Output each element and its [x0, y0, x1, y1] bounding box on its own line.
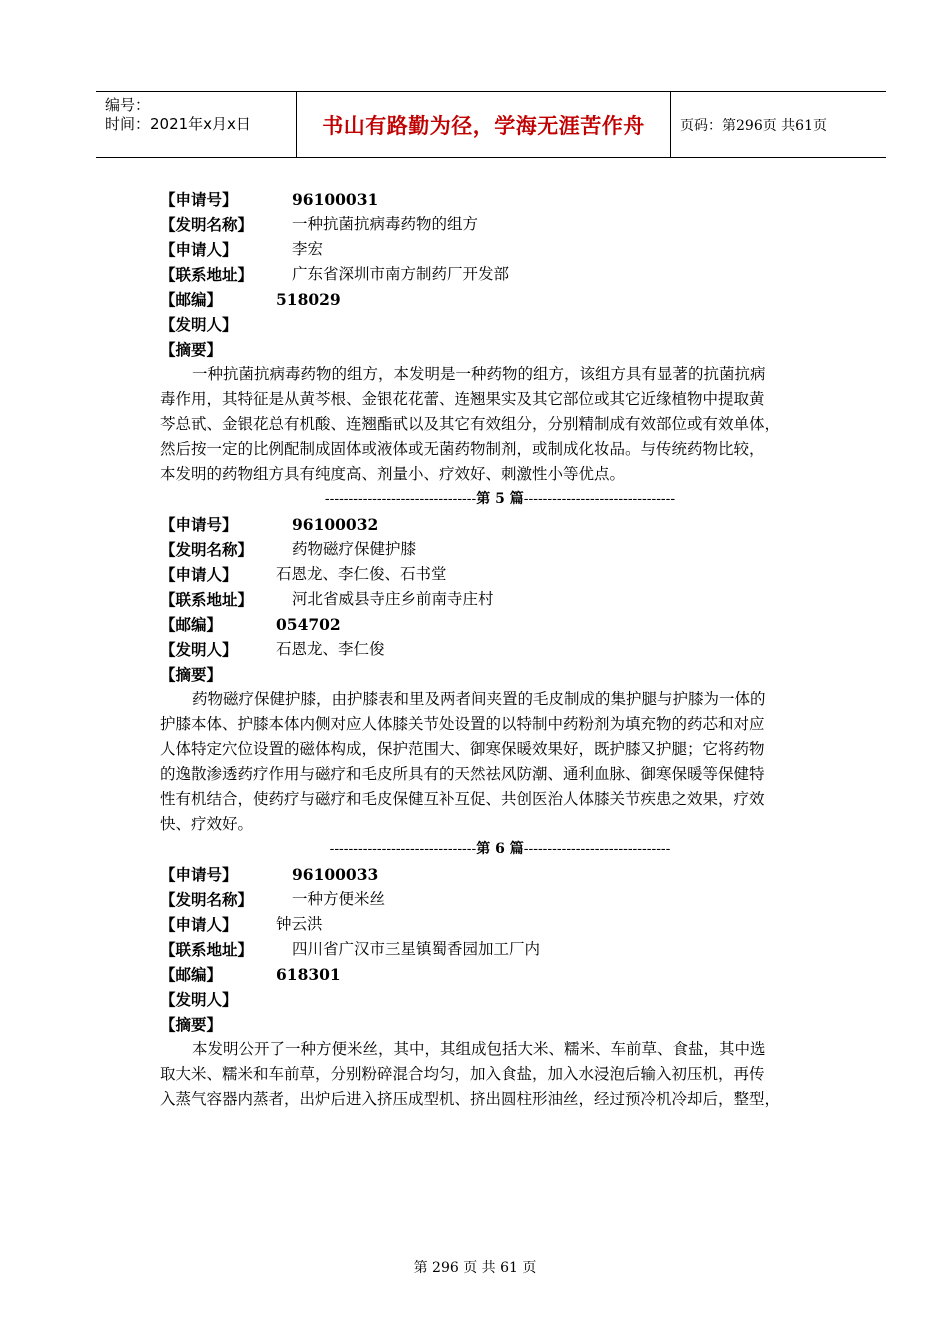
title-row: [160, 537, 840, 562]
address-label: 【联系地址】: [160, 590, 254, 609]
postcode-label: 【邮编】: [160, 965, 223, 984]
abstract-line: 取大米、糯米和车前草，分别粉碎混合均匀，加入食盐，加入水浸泡后输入初压机，再传: [160, 1065, 765, 1083]
section-separator: [160, 487, 840, 512]
applicant-value: 钟云洪: [276, 915, 323, 933]
abstract-line: 本发明公开了一种方便米丝，其中，其组成包括大米、糯米、车前草、食盐，其中选: [192, 1040, 766, 1058]
patent-record: [160, 187, 840, 487]
postcode-value: 618301: [276, 965, 341, 984]
inventor-row: [160, 637, 840, 662]
address-value: 河北省威县寺庄乡前南寺庄村: [292, 590, 494, 608]
inventor-row: [160, 312, 840, 337]
app-no-value: 96100031: [292, 190, 379, 209]
section-separator: [160, 837, 840, 862]
page-header: [96, 91, 886, 158]
postcode-row: [160, 962, 840, 987]
postcode-value: 518029: [276, 290, 341, 309]
abstract-line: 芩总甙、金银花总有机酸、连翘酯甙以及其它有效组分，分别精制成有效部位或有效单体，: [160, 415, 781, 433]
postcode-value: 054702: [276, 615, 341, 634]
app-no-row: [160, 512, 840, 537]
applicant-row: [160, 562, 840, 587]
abstract-label: 【摘要】: [160, 340, 223, 359]
postcode-row: [160, 287, 840, 312]
title-label: 【发明名称】: [160, 540, 254, 559]
abstract-label: 【摘要】: [160, 1015, 223, 1034]
address-row: [160, 262, 840, 287]
app-no-value: 96100032: [292, 515, 379, 534]
abstract-line: 本发明的药物组方具有纯度高、剂量小、疗效好、刺激性小等优点。: [160, 465, 626, 483]
abstract-line: 然后按一定的比例配制成固体或液体或无菌药物制剂，或制成化妆品。与传统药物比较，: [160, 440, 765, 458]
abstract-line: 药物磁疗保健护膝，由护膝表和里及两者间夹置的毛皮制成的集护腿与护膝为一体的: [192, 690, 766, 708]
app-no-row: [160, 187, 840, 212]
abstract-row: [160, 337, 840, 362]
separator-title: 第 6 篇: [476, 841, 524, 857]
abstract-line: 一种抗菌抗病毒药物的组方，本发明是一种药物的组方，该组方具有显著的抗菌抗病: [192, 365, 766, 383]
address-value: 四川省广汉市三星镇蜀香园加工厂内: [292, 940, 541, 958]
abstract-line: 毒作用，其特征是从黄芩根、金银花花蕾、连翘果实及其它部位或其它近缘植物中提取黄: [160, 390, 765, 408]
inventor-label: 【发明人】: [160, 315, 238, 334]
abstract-line: 的逸散渗透药疗作用与磁疗和毛皮所具有的天然祛风防潮、通利血脉、御寒保暖等保健特: [160, 765, 765, 783]
separator-dashes: -------------------------------: [523, 841, 671, 857]
header-meta: [96, 92, 297, 157]
postcode-label: 【邮编】: [160, 290, 223, 309]
applicant-value: 李宏: [292, 240, 324, 258]
abstract-line: 护膝本体、护膝本体内侧对应人体膝关节处设置的以特制中药粉剂为填充物的药芯和对应: [160, 715, 765, 733]
abstract-label: 【摘要】: [160, 665, 223, 684]
address-row: [160, 937, 840, 962]
separator-dashes: -------------------------------: [329, 841, 477, 857]
title-label: 【发明名称】: [160, 890, 254, 909]
inventor-value: 石恩龙、李仁俊: [276, 640, 385, 658]
app-no-label: 【申请号】: [160, 515, 238, 534]
abstract-text: [160, 687, 840, 837]
separator-dashes: --------------------------------: [523, 491, 676, 507]
title-row: [160, 887, 840, 912]
title-value: 药物磁疗保健护膝: [292, 540, 417, 558]
applicant-row: [160, 912, 840, 937]
address-row: [160, 587, 840, 612]
footer-page-number: 第 296 页 共 61 页: [413, 1260, 537, 1276]
title-row: [160, 212, 840, 237]
separator-title: 第 5 篇: [476, 491, 524, 507]
abstract-row: [160, 1012, 840, 1037]
separator-dashes: --------------------------------: [324, 491, 477, 507]
app-no-row: [160, 862, 840, 887]
abstract-text: [160, 1037, 840, 1112]
header-motto-cell: [297, 92, 671, 157]
applicant-row: [160, 237, 840, 262]
page-info: 页码：第296页 共61页: [680, 117, 827, 134]
app-no-label: 【申请号】: [160, 190, 238, 209]
address-label: 【联系地址】: [160, 940, 254, 959]
abstract-line: 性有机结合，使药疗与磁疗和毛皮保健互补互促、共创医治人体膝关节疾患之效果，疗效: [160, 790, 765, 808]
abstract-row: [160, 662, 840, 687]
applicant-value: 石恩龙、李仁俊、石书堂: [276, 565, 447, 583]
page-footer: [0, 1257, 950, 1277]
abstract-line: 快、疗效好。: [160, 815, 254, 833]
postcode-row: [160, 612, 840, 637]
abstract-text: [160, 362, 840, 487]
address-value: 广东省深圳市南方制药厂开发部: [292, 265, 510, 283]
title-label: 【发明名称】: [160, 215, 254, 234]
time-label: 时间：2021年x月x日: [105, 115, 251, 133]
applicant-label: 【申请人】: [160, 565, 238, 584]
header-page-info-cell: [671, 92, 886, 157]
title-value: 一种方便米丝: [292, 890, 386, 908]
patent-record: [160, 862, 840, 1112]
app-no-label: 【申请号】: [160, 865, 238, 884]
title-value: 一种抗菌抗病毒药物的组方: [292, 215, 479, 233]
inventor-label: 【发明人】: [160, 990, 238, 1009]
document-body: [160, 187, 840, 1112]
motto: 书山有路勤为径，学海无涯苦作舟: [322, 113, 645, 138]
abstract-line: 人体特定穴位设置的磁体构成，保护范围大、御寒保暖效果好，既护膝又护腿；它将药物: [160, 740, 765, 758]
patent-record: [160, 512, 840, 837]
applicant-label: 【申请人】: [160, 915, 238, 934]
inventor-row: [160, 987, 840, 1012]
inventor-label: 【发明人】: [160, 640, 238, 659]
app-no-value: 96100033: [292, 865, 379, 884]
serial-label: 编号：: [105, 96, 151, 114]
address-label: 【联系地址】: [160, 265, 254, 284]
applicant-label: 【申请人】: [160, 240, 238, 259]
postcode-label: 【邮编】: [160, 615, 223, 634]
abstract-line: 入蒸气容器内蒸者，出炉后进入挤压成型机、挤出圆柱形油丝，经过预冷机冷却后，整型，: [160, 1090, 781, 1108]
